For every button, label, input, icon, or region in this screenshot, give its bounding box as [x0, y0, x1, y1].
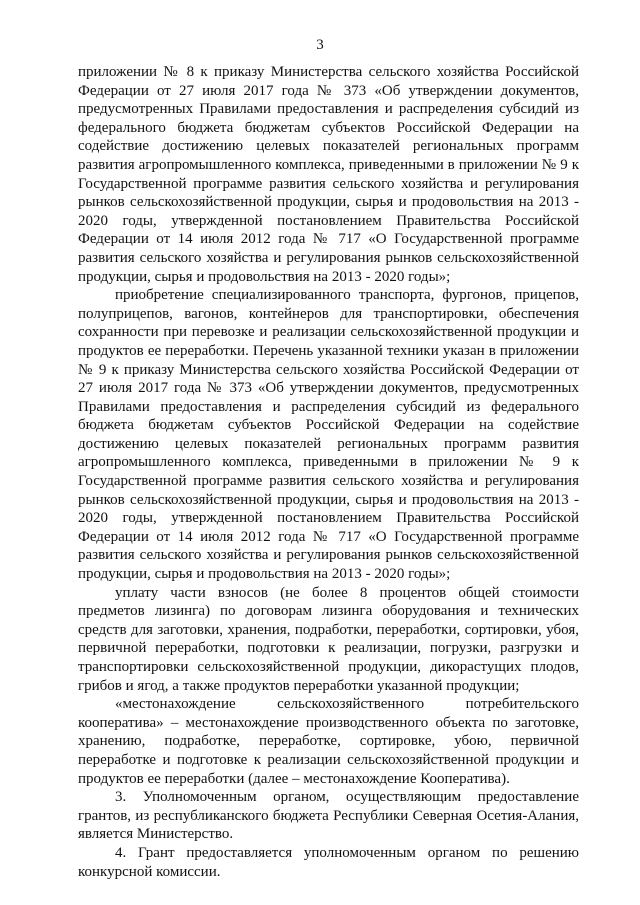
paragraph-grant-decision: 4. Грант предоставляется уполномоченным органом по решению конкурсной комиссии. — [78, 844, 579, 880]
page-number: 3 — [316, 37, 324, 53]
paragraph-leasing-payments: уплату части взносов (не более 8 процентов общей стоимости предметов лизинга) по договорам лизинга оборудования и технических средств для заготовки, хранения, подработки, переработки, сортировки, убоя, первичной переработки, подготовки к реализации, погрузки, разгрузки и транспортировки сельскохозяйственной продукции, дикорастущих плодов, грибов и ягод, а также продуктов переработки указанной продукции; — [78, 584, 579, 694]
paragraph-authorized-body: 3. Уполномоченным органом, осуществляющим предоставление грантов, из республиканского бюджета Республики Северная Осетия-Алания, является Министерство. — [78, 789, 579, 843]
paragraph-transport-purchase: приобретение специализированного транспорта, фургонов, прицепов, полуприцепов, вагонов, контейнеров для транспортировки, обеспечения сохранности при перевозке и реализации сельскохозяйственной продукции и продуктов ее переработки. Перечень указанной техники указан в приложении № 9 к приказу Министерства сельского хозяйства Российской Федерации от 27 июля 2017 года № 373 «Об утверждении документов, предусмотренных Правилами предоставления и распределения субсидий из федерального бюджета бюджетам субъектов Российской Федерации на содействие достижению целевых показателей региональных программ развития агропромышленного комплекса, приведенными в приложении № 9 к Государственной программе развития сельского хозяйства и регулирования рынков сельскохозяйственной продукции, сырья и продовольствия на 2013 - 2020 годы, утвержденной постановлением Правительства Российской Федерации от 14 июля 2012 года № 717 «О Государственной программе развития сельского хозяйства и регулирования рынков сельскохозяйственной продукции, сырья и продовольствия на 2013 - 2020 годы»; — [78, 287, 579, 583]
document-body — [78, 63, 579, 881]
paragraph-continuation: приложении № 8 к приказу Министерства сельского хозяйства Российской Федерации от 27 июля 2017 года № 373 «Об утверждении документов, предусмотренных Правилами предоставления и распределения субсидий из федерального бюджета бюджетам субъектов Российской Федерации на содействие достижению целевых показателей региональных программ развития агропромышленного комплекса, приведенными в приложении № 9 к Государственной программе развития сельского хозяйства и регулирования рынков сельскохозяйственной продукции, сырья и продовольствия на 2013 - 2020 годы, утвержденной постановлением Правительства Российской Федерации от 14 июля 2012 года № 717 «О Государственной программе развития сельского хозяйства и регулирования рынков сельскохозяйственной продукции, сырья и продовольствия на 2013 - 2020 годы»; — [78, 64, 579, 285]
paragraph-cooperative-location: «местонахождение сельскохозяйственного потребительского кооператива» – местонахождение производственного объекта по заготовке, хранению, подработке, переработке, сортировке, убою, первичной переработке и подготовке к реализации сельскохозяйственной продукции и продуктов ее переработки (далее – местонахождение Кооператива). — [78, 696, 579, 787]
